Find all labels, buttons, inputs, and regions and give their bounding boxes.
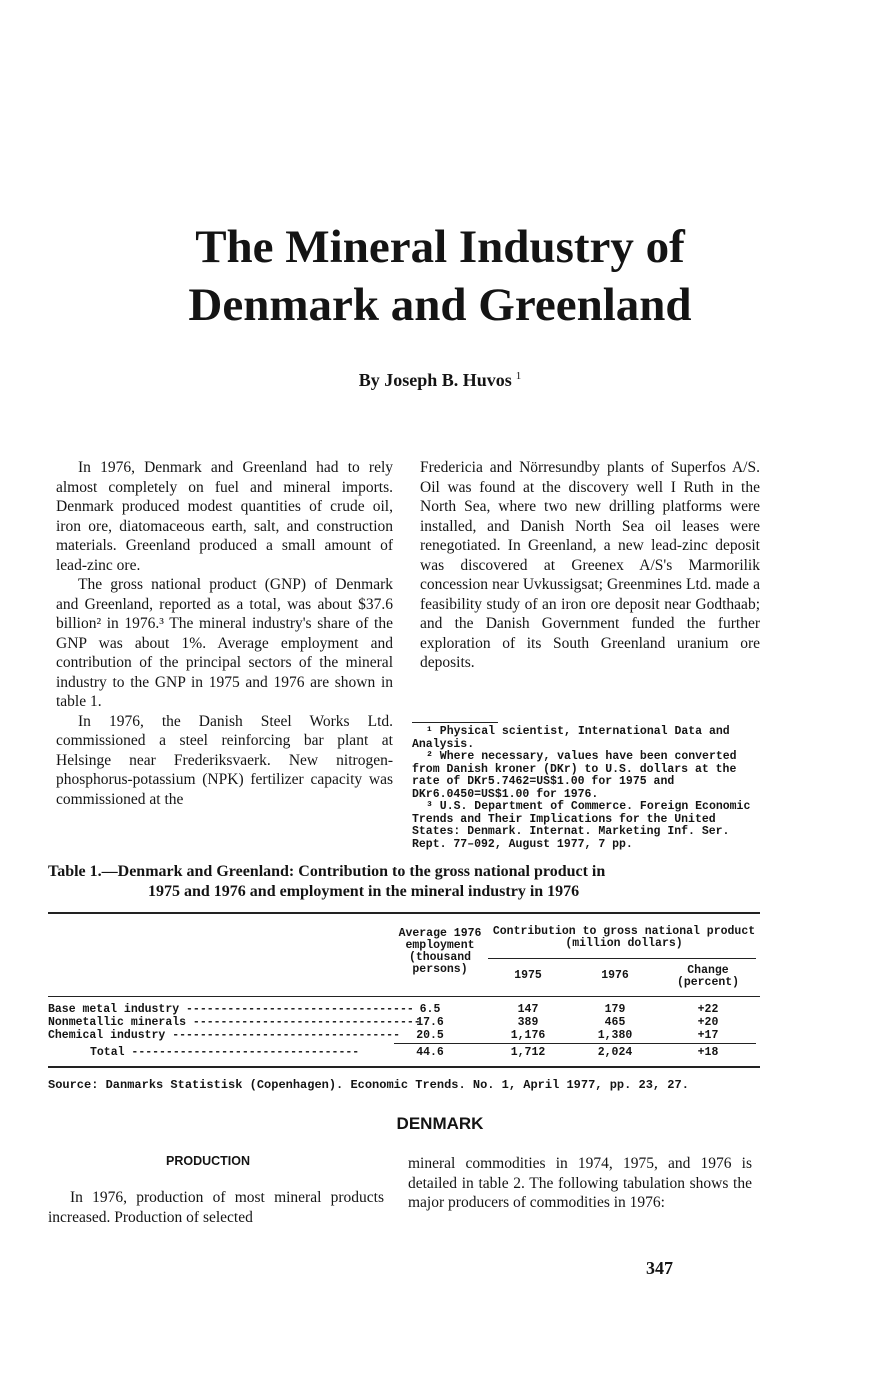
- table-top-rule: [48, 912, 760, 914]
- total-rule: [394, 1043, 756, 1044]
- paragraph-production-continued: mineral commodities in 1974, 1975, and 1976 is detailed in table 2. The following tabulation shows the major producers of commodities in 1976:: [408, 1155, 752, 1211]
- table-row-label: Chemical industry ---------------------------------: [48, 1029, 400, 1042]
- table-total-change: +18: [697, 1046, 719, 1059]
- table-caption: [48, 862, 760, 902]
- table-total-employment: 44.6: [416, 1046, 444, 1059]
- page-number: 347: [646, 1258, 673, 1278]
- article-title: [0, 218, 880, 334]
- table-cell-1975: 389: [517, 1016, 539, 1029]
- table-row-label: Nonmetallic minerals ---------------------------------: [48, 1016, 421, 1029]
- table-cell-change: +17: [697, 1029, 719, 1042]
- production-left-column: [48, 1188, 384, 1227]
- title-line-2: Denmark and Greenland: [188, 279, 692, 331]
- footnote-1: ¹ Physical scientist, International Data and Analysis.: [412, 725, 730, 751]
- footnote-2: ² Where necessary, values have been converted from Danish kroner (DKr) to U.S. dollars at the rate of DKr5.7462=US$1.00 for 1975 and DKr6.0450=US$1.00 for 1976.: [412, 750, 737, 801]
- paragraph-steel: In 1976, the Danish Steel Works Ltd. commissioned a steel reinforcing bar plant at Helsinge near Frederiksvaerk. New nitrogen-phosphorus-potassium (NPK) fertilizer capacity was commissioned at the: [56, 712, 393, 808]
- section-heading: DENMARK: [396, 1114, 484, 1133]
- author-name: By Joseph B. Huvos: [358, 370, 512, 390]
- table-bottom-rule: [48, 1066, 760, 1068]
- author-byline: [0, 370, 880, 391]
- table-cell-1976: 1,380: [597, 1029, 633, 1042]
- table-cell-1975: 147: [517, 1003, 539, 1016]
- left-column: [56, 458, 393, 809]
- table-total-1976: 2,024: [597, 1046, 633, 1059]
- paragraph-gnp: The gross national product (GNP) of Denmark and Greenland, reported as a total, was about $37.6 billion² in 1976.³ The mineral industry's share of the GNP was about 1%. Average employment and contribution of the principal sectors of the mineral industry to the GNP in 1975 and 1976 are shown in table 1.: [56, 576, 393, 710]
- table-cell-1976: 179: [604, 1003, 626, 1016]
- table-row-label: Base metal industry ---------------------------------: [48, 1003, 414, 1016]
- table-total-1975: 1,712: [510, 1046, 546, 1059]
- paragraph-continued: Fredericia and Nörresundby plants of Superfos A/S. Oil was found at the discovery well I Ruth in the North Sea, where two new drilling platforms were installed, and Danish North Sea oil leases were renegotiated. In Greenland, a new lead-zinc deposit was discovered at Greenex A/S's Marmorilik concession near Uvkussigsat; Greenmines Ltd. made a feasibility study of an iron ore deposit near Godthaab; and the Danish Government funded the further exploration of its South Greenland uranium ore deposits.: [420, 459, 760, 671]
- title-line-1: The Mineral Industry of: [195, 221, 685, 273]
- table-total-label: Total ---------------------------------: [90, 1046, 360, 1059]
- footnotes: [412, 722, 758, 851]
- author-footnote-mark: 1: [515, 370, 522, 382]
- paragraph-intro: In 1976, Denmark and Greenland had to rely almost completely on fuel and mineral imports. Denmark produced modest quantities of crude oil, iron ore, diatomaceous earth, salt, and construction materials. Greenland produced a small amount of lead-zinc ore.: [56, 459, 393, 574]
- table-cell-employment: 17.6: [416, 1016, 444, 1029]
- production-right-column: [408, 1154, 752, 1213]
- table-source: Source: Danmarks Statistisk (Copenhagen). Economic Trends. No. 1, April 1977, pp. 23, 27.: [48, 1078, 689, 1092]
- table-cell-1975: 1,176: [510, 1029, 546, 1042]
- paragraph-production: In 1976, production of most mineral products increased. Production of selected: [48, 1189, 384, 1226]
- table-cell-1976: 465: [604, 1016, 626, 1029]
- table-caption-line-1: Table 1.—Denmark and Greenland: Contribution to the gross national product in: [48, 863, 606, 880]
- table-cell-change: +22: [697, 1003, 719, 1016]
- header-contribution: Contribution to gross national product (million dollars): [492, 925, 756, 950]
- header-contribution-rule: [488, 958, 756, 959]
- header-change: Change (percent): [676, 964, 740, 989]
- header-bottom-rule: [48, 996, 760, 997]
- subsection-heading: PRODUCTION: [166, 1154, 251, 1168]
- header-employment: Average 1976 employment (thousand persons): [398, 927, 482, 976]
- table-cell-employment: 20.5: [416, 1029, 444, 1042]
- footnote-3: ³ U.S. Department of Commerce. Foreign Economic Trends and Their Implications for the United States: Denmark. Internat. Marketing Inf. Ser. Rept. 77–092, August 1977, 7 pp.: [412, 800, 751, 851]
- table-cell-change: +20: [697, 1016, 719, 1029]
- header-1976: 1976: [601, 969, 629, 982]
- footnote-rule: [412, 722, 498, 723]
- table-caption-line-2: 1975 and 1976 and employment in the mineral industry in 1976: [148, 883, 580, 900]
- header-1975: 1975: [514, 969, 542, 982]
- table-cell-employment: 6.5: [419, 1003, 441, 1016]
- right-column: [420, 458, 760, 673]
